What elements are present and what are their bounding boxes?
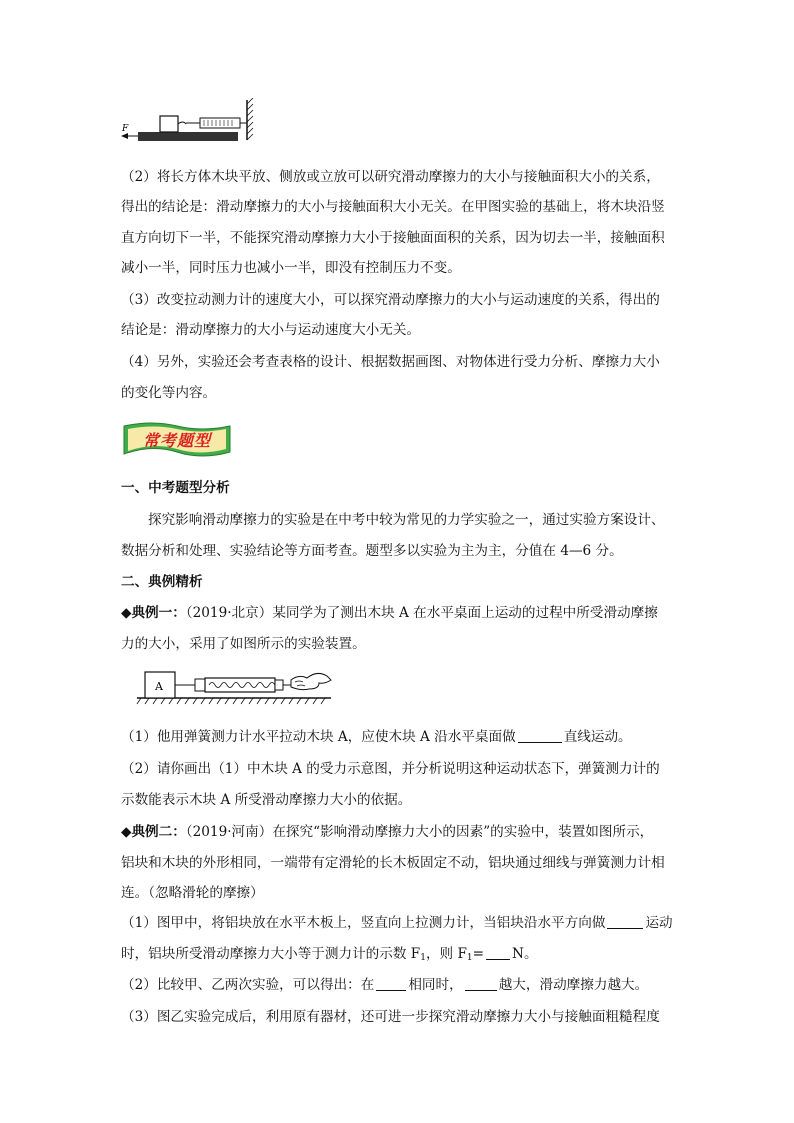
example-1-text-1: （2019·北京）某同学为了测出木块 A 在水平桌面上运动的过程中所受滑动摩擦 <box>185 605 658 621</box>
analysis-line-2: 数据分析和处理、实验结论等方面考查。题型多以实验为主为主，分值在 4—6 分。 <box>121 543 623 559</box>
example-1-q2-line-2: 示数能表示木块 A 所受滑动摩擦力大小的依据。 <box>121 792 412 808</box>
example-2-q1-text-2: 时，铝块所受滑动摩擦力大小等于测力计的示数 F <box>121 946 421 962</box>
example-2-q1-tail: 运动 <box>645 915 673 931</box>
example-2-q1-line-1 <box>121 913 681 933</box>
example-1-line-1 <box>121 603 681 623</box>
equals-sign: = <box>472 946 485 962</box>
answer-blank[interactable] <box>486 945 510 960</box>
answer-blank[interactable] <box>607 914 643 929</box>
paragraph-2-line-2: 得出的结论是：滑动摩擦力的大小与接触面积大小无关。在甲图实验的基础上，将木块沿竖 <box>121 199 665 215</box>
paragraph-2-line-1: （2）将长方体木块平放、侧放或立放可以研究滑动摩擦力的大小与接触面积大小的关系， <box>121 169 660 185</box>
example-2-q1-tail-2: N。 <box>512 946 538 962</box>
paragraph-2-line-4: 减小一半，同时压力也减小一半，即没有控制压力不变。 <box>121 260 461 276</box>
common-question-types-banner <box>122 422 232 460</box>
paragraph-2-line-3: 直方向切下一半，不能探究滑动摩擦力大小于接触面面积的关系，因为切去一半，接触面积 <box>121 230 665 246</box>
example-2-q2-mid: 相同时， <box>408 977 463 993</box>
example-2-text-1: （2019·河南）在探究“影响滑动摩擦力大小的因素”的实验中，装置如图所示， <box>185 824 654 840</box>
banner-text: 常考题型 <box>142 431 211 450</box>
example-1-q1-text: （1）他用弹簧测力计水平拉动木块 A，应使木块 A 沿水平桌面做 <box>121 729 516 745</box>
examples-heading: 二、典例精析 <box>121 574 203 590</box>
example-2-label: ◆典例二： <box>121 824 186 840</box>
example-1-question-1 <box>121 727 681 747</box>
answer-blank[interactable] <box>465 976 497 991</box>
paragraph-3-line-1: （3）改变拉动测力计的速度大小，可以探究滑动摩擦力的大小与运动速度的关系，得出的 <box>121 292 660 308</box>
paragraph-4-line-1: （4）另外，实验还会考查表格的设计、根据数据画图、对物体进行受力分析、摩擦力大小 <box>121 354 660 370</box>
example-2-line-1 <box>121 822 681 842</box>
subscript: 1 <box>420 953 426 963</box>
example-2-q2-text: （2）比较甲、乙两次实验，可以得出：在 <box>121 977 375 993</box>
apparatus-figure-1 <box>120 98 260 148</box>
example-2-line-3: 连。（忽略滑轮的摩擦） <box>121 885 264 901</box>
force-label: F <box>122 124 129 134</box>
example-2-q3-line-1: （3）图乙实验完成后，利用原有器材，还可进一步探究滑动摩擦力大小与接触面粗糙程度 <box>121 1009 660 1025</box>
example-2-q2 <box>121 975 681 995</box>
example-1-q2-line-1: （2）请你画出（1）中木块 A 的受力示意图，并分析说明这种运动状态下，弹簧测力计的 <box>121 761 660 777</box>
analysis-line-1: 探究影响滑动摩擦力的实验是在中考中较为常见的力学实验之一，通过实验方案设计、 <box>148 512 665 528</box>
block-a-label: A <box>155 680 163 693</box>
example-1-line-2: 力的大小，采用了如图所示的实验装置。 <box>121 636 366 652</box>
example-1-q1-tail: 直线运动。 <box>563 729 632 745</box>
subscript: 1 <box>466 953 473 963</box>
answer-blank[interactable] <box>376 976 406 991</box>
paragraph-3-line-2: 结论是：滑动摩擦力的大小与运动速度大小无关。 <box>121 322 421 338</box>
analysis-heading: 一、中考题型分析 <box>121 480 230 496</box>
example-2-q2-tail: 越大，滑动摩擦力越大。 <box>498 977 649 993</box>
paragraph-4-line-2: 的变化等内容。 <box>121 385 217 401</box>
example-1-label: ◆典例一： <box>121 605 186 621</box>
answer-blank[interactable] <box>518 728 562 743</box>
example-2-q1-text-3: ，则 F <box>425 946 467 962</box>
example-2-q1-text: （1）图甲中，将铝块放在水平木板上，竖直向上拉测力计，当铝块沿水平方向做 <box>121 915 606 931</box>
example-2-q1-line-2 <box>121 944 681 968</box>
example-2-line-2: 铝块和木块的外形相同，一端带有定滑轮的长木板固定不动，铝块通过细线与弹簧测力计相 <box>121 855 665 871</box>
apparatus-figure-2 <box>135 664 335 708</box>
